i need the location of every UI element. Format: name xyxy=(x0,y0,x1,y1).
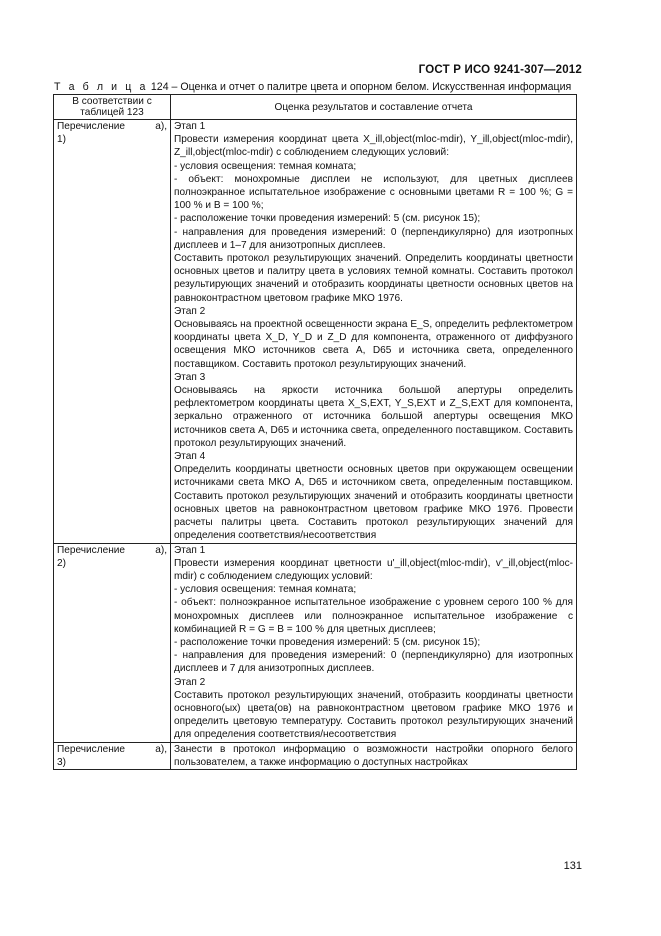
content-paragraph: - условия освещения: темная комната; xyxy=(174,584,357,596)
row-content-cell xyxy=(171,120,577,544)
reference-number: 2) xyxy=(57,557,66,569)
stage-heading: Этап 2 xyxy=(174,676,206,688)
content-paragraph: Основываясь на проектной освещенности экрана E_S, определить рефлектометром координаты цвета X_D, Y_D и Z_D для компонента, отраженного от диффузного освещения МКО источников света A, D65 и источника света, определенного поставщиком. Составить протокол результирующих значений. xyxy=(174,319,573,370)
table-row xyxy=(54,543,577,742)
evaluation-table xyxy=(53,94,577,770)
table-caption xyxy=(54,81,571,93)
reference-number: 3) xyxy=(57,756,66,768)
row-reference-cell xyxy=(54,543,171,742)
table-caption-label: Т а б л и ц а xyxy=(54,81,148,93)
reference-letter: а), xyxy=(155,121,167,132)
row-content-cell xyxy=(171,742,577,769)
content-paragraph: Основываясь на яркости источника большой апертуры определить рефлектометром координаты цвета X_S,EXT, Y_S,EXT и Z_S,EXT для компонента, зеркально отраженного от источника большой апертуры освещения МКО источников света A, D65 и источника света, определенного поставщиком. Составить протокол результирующих значений. xyxy=(174,385,573,449)
row-reference xyxy=(57,544,167,557)
page-number: 131 xyxy=(563,860,582,872)
content-paragraph: Составить протокол результирующих значений. Определить координаты цветности основных цветов и палитру цвета в условиях темной комнаты. Составить протокол результирующих значений и отобразить координаты цветности основных цветов на равноконтрастном цветовом графике МКО 1976. xyxy=(174,253,573,304)
content-paragraph: Провести измерения координат цвета X_ill,object(mloc-mdir), Y_ill,object(mloc-mdir), Z_ill,object(mloc-mdir) с соблюдением следующих условий: xyxy=(174,134,573,159)
table-caption-text: 124 – Оценка и отчет о палитре цвета и опорном белом. Искусственная информация xyxy=(150,81,572,93)
table-row xyxy=(54,742,577,769)
column-header-evaluation: Оценка результатов и составление отчета xyxy=(171,95,577,120)
reference-number: 1) xyxy=(57,134,66,146)
content-paragraph: - направления для проведения измерений: 0 (перпендикулярно) для изотропных дисплеев и 1–7 для анизотропных дисплеев. xyxy=(174,226,573,251)
content-paragraph: - объект: полноэкранное испытательное изображение с уровнем серого 100 % для монохромных дисплеев или полноэкранное испытательное изображение с комбинацией R = G = B = 100 % для цветных дисплеев; xyxy=(174,597,573,635)
row-reference-cell xyxy=(54,742,171,769)
stage-heading: Этап 1 xyxy=(174,121,206,132)
table-body xyxy=(54,120,577,770)
content-paragraph: Занести в протокол информацию о возможности настройки опорного белого пользователем, а также информацию о доступных настройках xyxy=(174,743,573,768)
content-paragraph: Провести измерения координат цветности u'_ill,object(mloc-mdir), v'_ill,object(mloc-mdir) с соблюдением следующих условий: xyxy=(174,557,573,582)
row-reference xyxy=(57,743,167,756)
stage-heading: Этап 4 xyxy=(174,451,206,463)
content-paragraph: - объект: монохромные дисплеи не используют, для цветных дисплеев полноэкранное испытательное изображение с основными цветами R = 100 %; G = 100 % и B = 100 %; xyxy=(174,173,573,212)
content-paragraph: - расположение точки проведения измерений: 5 (см. рисунок 15); xyxy=(174,636,481,648)
row-content-cell xyxy=(171,543,577,742)
content-paragraph: - условия освещения: темная комната; xyxy=(174,160,357,172)
stage-heading: Этап 2 xyxy=(174,305,206,317)
reference-word: Перечисление xyxy=(57,743,126,755)
reference-letter: а), xyxy=(155,544,167,556)
content-paragraph: Определить координаты цветности основных цветов при окружающем освещении источниками света МКО A, D65 и источником света, определенным поставщиком. Составить протокол результирующих значений и отобразить координаты цветности основных цветов на равноконтрастном цветовом графике МКО 1976. Провести расчеты палитры цвета. Составить протокол результирующих значений для определения соответствия/несоответствия xyxy=(174,464,573,542)
stage-heading: Этап 1 xyxy=(174,544,206,556)
document-standard-header: ГОСТ Р ИСО 9241-307—2012 xyxy=(418,64,582,76)
table-header-row xyxy=(54,95,577,120)
content-paragraph: Составить протокол результирующих значений, отобразить координаты цветности основного(ых) цвета(ов) на равноконтрастном цветовом графике МКО 1976 и определить цветовую температуру. Составить протокол результирующих значений для определения соответствия/несоответствия xyxy=(174,689,573,741)
content-paragraph: - расположение точки проведения измерений: 5 (см. рисунок 15); xyxy=(174,213,481,225)
column-header-reference: В соответствии с таблицей 123 xyxy=(54,95,171,120)
reference-word: Перечисление xyxy=(57,121,126,132)
stage-heading: Этап 3 xyxy=(174,371,206,383)
content-paragraph: - направления для проведения измерений: 0 (перпендикулярно) для изотропных дисплеев и 7 для анизотропных дисплеев. xyxy=(174,650,573,675)
reference-word: Перечисление xyxy=(57,544,126,556)
reference-letter: а), xyxy=(155,743,167,755)
row-reference-cell xyxy=(54,120,171,544)
table-row xyxy=(54,120,577,544)
row-reference xyxy=(57,120,167,133)
